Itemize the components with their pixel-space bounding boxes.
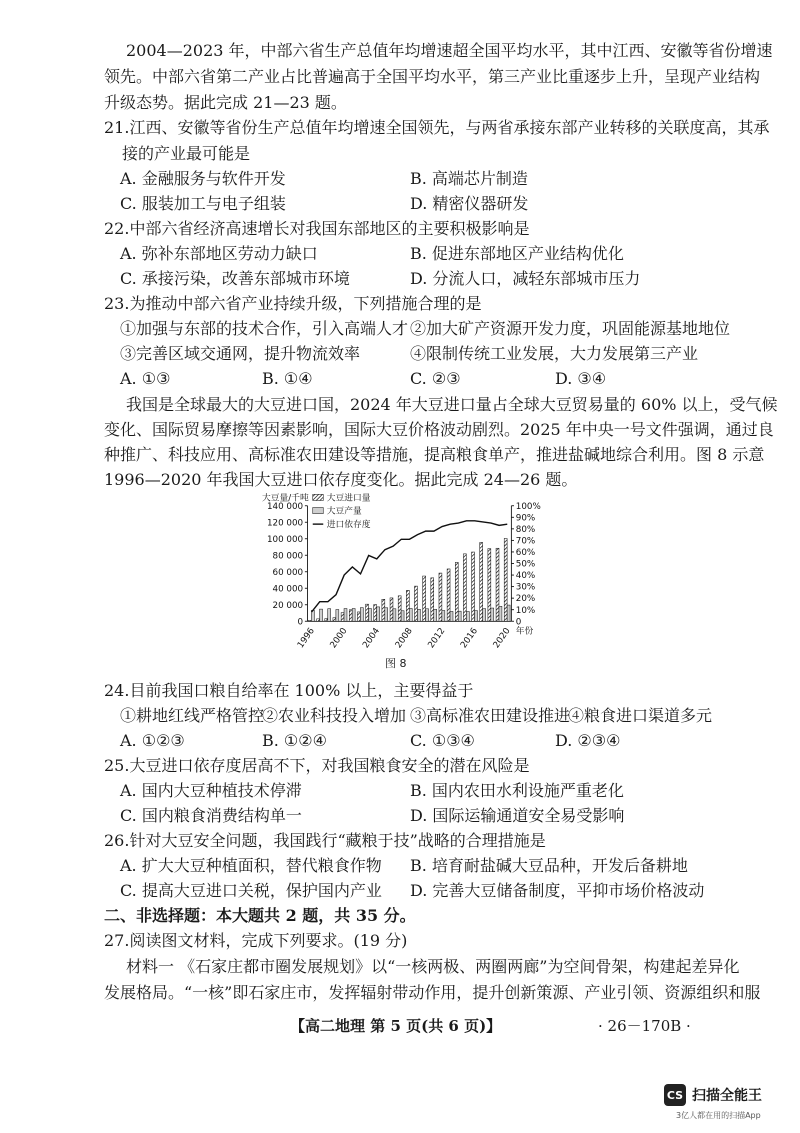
y-tick-label: 20 000 (272, 600, 304, 611)
y2-tick-label: 80% (515, 524, 536, 535)
q23-option-b[interactable]: B. ①④ (262, 369, 313, 388)
q24-item-3: ③高标准农田建设推进 (410, 706, 571, 725)
y2-tick-label: 50% (515, 559, 536, 570)
q22-option-c[interactable]: C. 承接污染，改善东部城市环境 (120, 269, 350, 288)
intro2-line2: 变化、国际贸易摩擦等因素影响，国际大豆价格波动剧烈。2025 年中央一号文件强调，通过良 (104, 420, 774, 439)
intro2-line3: 种推广、科技应用、高标准农田建设等措施，提高粮食单产，推进盐碱地综合利用。图 8 示意 (104, 445, 765, 464)
q25-stem: 25.大豆进口依存度居高不下，对我国粮食安全的潜在风险是 (104, 756, 530, 775)
legend-production-swatch (313, 508, 324, 514)
production-bar (483, 609, 486, 622)
import-bar (480, 542, 483, 621)
production-bar (450, 611, 453, 621)
x-tick-label: 2004 (361, 626, 383, 651)
x-tick-label: 2008 (393, 626, 415, 651)
q23-item-4: ④限制传统工业发展，大力发展第三产业 (410, 344, 699, 363)
q23-option-d[interactable]: D. ③④ (555, 369, 607, 388)
q27-material-line1: 材料一 《石家庄都市圈发展规划》以“一核两极、两圈两廊”为空间骨架，构建起差异化 (126, 957, 740, 976)
scanner-badge (664, 1084, 762, 1106)
q25-option-a[interactable]: A. 国内大豆种植技术停滞 (120, 781, 302, 800)
x-tick-label: 2012 (426, 626, 448, 651)
q27-material-line2: 发展格局。“一核”即石家庄市，发挥辐射带动作用，提升创新策源、产业引领、资源组织和服 (104, 983, 761, 1002)
q25-option-b[interactable]: B. 国内农田水利设施严重老化 (410, 781, 624, 800)
legend-import-swatch (313, 494, 324, 500)
y-tick-label: 0 (297, 617, 304, 628)
import-bar (366, 604, 369, 621)
x-tick-label: 2020 (491, 626, 513, 651)
import-bar (333, 618, 336, 622)
import-bar (341, 613, 344, 622)
import-bar (504, 539, 507, 622)
y2-tick-label: 30% (515, 582, 536, 593)
import-bar (325, 619, 328, 622)
y2-tick-label: 0 (515, 617, 522, 628)
import-bar (414, 586, 417, 621)
q24-item-1: ①耕地红线严格管控 (120, 706, 265, 725)
production-bar (442, 611, 445, 622)
q23-option-c[interactable]: C. ②③ (410, 369, 461, 388)
import-bar (382, 599, 385, 621)
import-bar (406, 590, 409, 621)
production-bar (458, 611, 461, 621)
import-bar (488, 549, 491, 622)
intro2-line1: 我国是全球最大的大豆进口国，2024 年大豆进口量占全球大豆贸易量的 60% 以上，受气候 (126, 395, 778, 414)
production-bar (434, 609, 437, 621)
import-bar (357, 612, 360, 621)
import-bar (472, 552, 475, 621)
figure-caption: 图 8 (385, 657, 407, 670)
import-bar (374, 605, 377, 622)
y-tick-label: 140 000 (266, 501, 304, 512)
legend-import-label: 大豆进口量 (326, 493, 371, 504)
x-tick-label: 2016 (459, 626, 481, 651)
production-bar (344, 609, 347, 622)
x-axis-label: 年份 (515, 626, 534, 637)
production-bar (417, 609, 420, 621)
q23-item-1: ①加强与东部的技术合作，引入高端人才 (120, 319, 409, 338)
y2-tick-label: 20% (515, 594, 536, 605)
production-bar (377, 607, 380, 621)
production-bar (475, 611, 478, 622)
cs-logo-icon: CS (664, 1084, 686, 1106)
q23-item-3: ③完善区域交通网，提升物流效率 (120, 344, 361, 363)
y2-tick-label: 70% (515, 536, 536, 547)
import-bar (439, 573, 442, 621)
import-bar (463, 554, 466, 621)
intro2-line4: 1996—2020 年我国大豆进口依存度变化。据此完成 24—26 题。 (104, 470, 578, 489)
q26-option-d[interactable]: D. 完善大豆储备制度，平抑市场价格波动 (410, 881, 705, 900)
import-bar (390, 598, 393, 621)
q23-option-a[interactable]: A. ①③ (120, 369, 171, 388)
q22-option-b[interactable]: B. 促进东部地区产业结构优化 (410, 244, 624, 263)
import-bar (447, 569, 450, 621)
q24-item-2: ②农业科技投入增加 (262, 706, 407, 725)
q21-option-b[interactable]: B. 高端芯片制造 (410, 169, 528, 188)
q23-stem: 23.为推动中部六省产业持续升级，下列措施合理的是 (104, 294, 482, 313)
y-tick-label: 60 000 (272, 567, 304, 578)
import-bar (349, 610, 352, 621)
y2-tick-label: 10% (515, 605, 536, 616)
legend-dependency-label: 进口依存度 (326, 519, 371, 530)
q25-option-d[interactable]: D. 国际运输通道安全易受影响 (410, 806, 625, 825)
legend-production-label: 大豆产量 (326, 506, 362, 517)
page-code: · 26－170B · (598, 1017, 691, 1035)
production-bar (426, 609, 429, 621)
y2-tick-label: 90% (515, 513, 536, 524)
production-bar (499, 606, 502, 621)
q25-option-c[interactable]: C. 国内粮食消费结构单一 (120, 806, 302, 825)
q26-option-b[interactable]: B. 培育耐盐碱大豆品种，开发后备耕地 (410, 856, 688, 875)
y2-tick-label: 60% (515, 548, 536, 559)
production-bar (385, 608, 388, 621)
q27-stem: 27.阅读图文材料，完成下列要求。(19 分) (104, 931, 408, 950)
q21-stem-cont: 接的产业最可能是 (122, 144, 251, 163)
y-tick-label: 80 000 (272, 551, 304, 562)
q24-option-c[interactable]: C. ①③④ (410, 731, 475, 750)
y2-tick-label: 40% (515, 571, 536, 582)
production-bar (409, 608, 412, 621)
q23-item-2: ②加大矿产资源开发力度，巩固能源基地地位 (410, 319, 731, 338)
intro1-line1: 2004—2023 年，中部六省生产总值年均增速超全国平均水平，其中江西、安徽等省份增速 (126, 41, 773, 60)
y-tick-label: 100 000 (266, 534, 304, 545)
import-bar (308, 620, 311, 621)
y-tick-label: 120 000 (266, 518, 304, 529)
page-footer: 【高二地理 第 5 页(共 6 页)】 (290, 1017, 502, 1035)
q24-option-b[interactable]: B. ①②④ (262, 731, 327, 750)
q24-option-a[interactable]: A. ①②③ (120, 731, 185, 750)
production-bar (491, 608, 494, 621)
q24-stem: 24.目前我国口粮自给率在 100% 以上，主要得益于 (104, 681, 474, 700)
import-bar (431, 578, 434, 621)
q22-stem: 22.中部六省经济高速增长对我国东部地区的主要积极影响是 (104, 219, 530, 238)
intro1-line2: 领先。中部六省第二产业占比普遍高于全国平均水平，第三产业比重逐步上升，呈现产业结构 (104, 67, 761, 86)
import-bar (423, 576, 426, 621)
soybean-chart (222, 490, 582, 665)
q26-stem: 26.针对大豆安全问题，我国践行“藏粮于技”战略的合理措施是 (104, 831, 546, 850)
production-bar (320, 609, 323, 621)
import-bar (496, 548, 499, 621)
q21-option-d[interactable]: D. 精密仪器研发 (410, 194, 529, 213)
scanner-tagline: 3亿人都在用的扫描App (676, 1111, 761, 1120)
x-tick-label: 1996 (295, 626, 317, 651)
q21-option-c[interactable]: C. 服装加工与电子组装 (120, 194, 286, 213)
y-tick-label: 40 000 (272, 584, 304, 595)
q26-option-c[interactable]: C. 提高大豆进口关税，保护国内产业 (120, 881, 382, 900)
q24-option-d[interactable]: D. ②③④ (555, 731, 621, 750)
x-tick-label: 2000 (328, 626, 350, 651)
q26-option-a[interactable]: A. 扩大大豆种植面积，替代粮食作物 (120, 856, 382, 875)
q24-item-4: ④粮食进口渠道多元 (568, 706, 713, 725)
production-bar (466, 612, 469, 622)
y-axis-label: 大豆量/千吨 (262, 493, 309, 504)
q21-option-a[interactable]: A. 金融服务与软件开发 (120, 169, 286, 188)
production-bar (401, 611, 404, 621)
q21-stem: 21.江西、安徽等省份生产总值年均增速全国领先，与两省承接东部产业转移的关联度高，其承 (104, 118, 770, 137)
y2-tick-label: 100% (515, 501, 541, 512)
scanner-name: 扫描全能王 (692, 1088, 762, 1104)
production-bar (328, 609, 331, 622)
q22-option-a[interactable]: A. 弥补东部地区劳动力缺口 (120, 244, 318, 263)
import-bar (398, 596, 401, 621)
production-bar (393, 609, 396, 621)
import-bar (455, 562, 458, 621)
intro1-line3: 升级态势。据此完成 21—23 题。 (104, 93, 347, 112)
import-bar (317, 619, 320, 621)
production-bar (368, 609, 371, 622)
production-bar (507, 605, 510, 621)
production-bar (336, 610, 339, 622)
q22-option-d[interactable]: D. 分流人口，减轻东部城市压力 (410, 269, 641, 288)
production-bar (360, 608, 363, 622)
section2-heading: 二、非选择题：本大题共 2 题，共 35 分。 (104, 906, 416, 925)
production-bar (352, 609, 355, 622)
